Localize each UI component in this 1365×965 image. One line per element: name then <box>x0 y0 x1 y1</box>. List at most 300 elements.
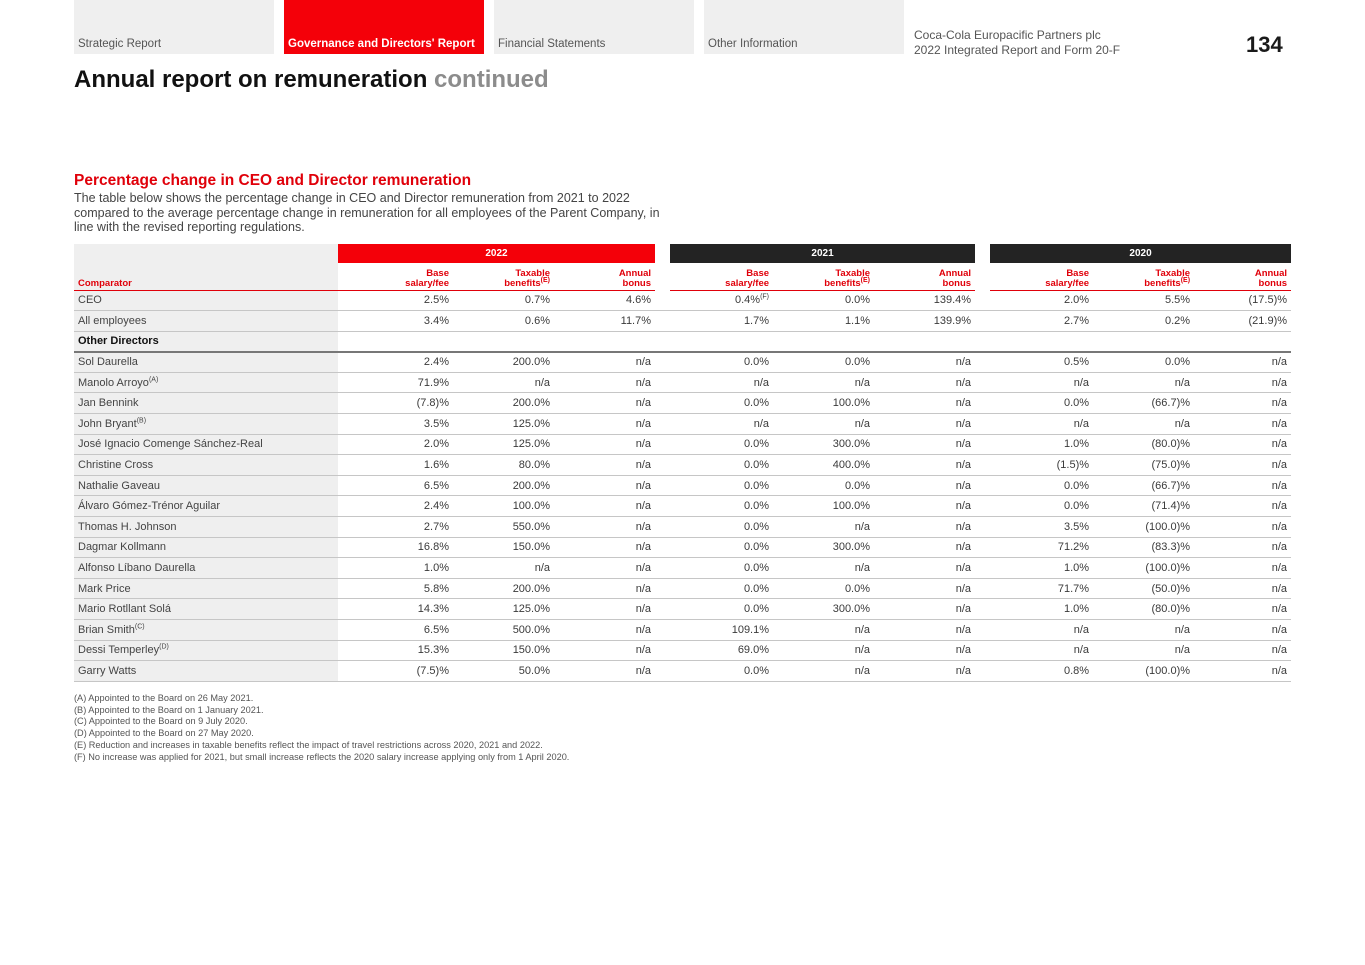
cell-value: 1.6% <box>423 459 449 472</box>
table-cell <box>773 434 874 455</box>
cell-value: 1.0% <box>1063 603 1090 616</box>
tab-other-information[interactable]: Other Information <box>704 0 904 54</box>
table-row <box>74 640 1291 661</box>
table-cell <box>1093 661 1194 682</box>
table-cell <box>1093 599 1194 620</box>
cell-value: n/a <box>635 664 652 677</box>
footnote-ref: (E) <box>540 276 550 284</box>
table-cell <box>338 372 453 393</box>
table-cell <box>773 475 874 496</box>
col-base-salary-header <box>990 263 1093 290</box>
table-cell <box>773 290 874 311</box>
table-cell <box>1093 290 1194 311</box>
comparator-name <box>74 620 338 641</box>
table-cell <box>670 372 773 393</box>
table-cell <box>453 496 554 517</box>
cell-value: 0.0% <box>844 582 871 595</box>
table-cell <box>874 496 975 517</box>
col-label-line: Taxable <box>515 267 550 279</box>
table-cell <box>338 455 453 476</box>
table-cell <box>990 661 1093 682</box>
col-label-line: Taxable <box>835 267 871 279</box>
cell-value: n/a <box>955 644 972 657</box>
cell-value: n/a <box>1271 356 1288 369</box>
cell-value: 300.0% <box>832 438 871 451</box>
cell-value: 3.5% <box>1063 520 1090 533</box>
cell-value: 100.0% <box>512 500 550 513</box>
cell-value: 109.1% <box>731 623 770 636</box>
footnote: (D) Appointed to the Board on 27 May 2020. <box>74 728 254 739</box>
comparator-name <box>74 578 338 599</box>
table-cell <box>453 290 554 311</box>
table-cell <box>1194 496 1291 517</box>
row-label: Thomas H. Johnson <box>78 520 177 533</box>
cell-value: n/a <box>635 459 652 472</box>
table-cell <box>1194 311 1291 332</box>
col-annual-bonus-header <box>1194 263 1291 290</box>
table-cell <box>453 517 554 538</box>
table-cell <box>1194 599 1291 620</box>
row-label: Mark Price <box>78 582 131 595</box>
table-cell <box>874 455 975 476</box>
cell-value: n/a <box>1073 644 1090 657</box>
table-cell <box>1093 620 1194 641</box>
cell-value: n/a <box>955 356 972 369</box>
table-cell <box>554 393 655 414</box>
cell-value: 3.4% <box>423 314 449 327</box>
table-cell <box>874 620 975 641</box>
table-cell <box>554 414 655 435</box>
cell-value: 100.0% <box>832 397 871 410</box>
col-label-line: Annual <box>618 267 652 279</box>
table-cell <box>874 517 975 538</box>
table-cell <box>773 393 874 414</box>
cell-value: 69.0% <box>737 644 770 657</box>
table-cell <box>874 537 975 558</box>
comparator-header: Comparator <box>74 263 338 290</box>
comparator-name <box>74 455 338 476</box>
section-title: Percentage change in CEO and Director remuneration <box>74 172 472 189</box>
cell-value: 500.0% <box>512 623 550 636</box>
table-cell <box>453 661 554 682</box>
table-cell <box>874 393 975 414</box>
cell-value: (80.0)% <box>1151 438 1191 451</box>
cell-value: n/a <box>1271 417 1288 430</box>
table-row <box>74 290 1291 311</box>
cell-value: 1.1% <box>844 314 871 327</box>
cell-value: 1.0% <box>1063 562 1090 575</box>
cell-value: 0.0% <box>743 397 770 410</box>
table-cell <box>338 661 453 682</box>
footnote: (C) Appointed to the Board on 9 July 2020. <box>74 716 248 727</box>
col-label-line: Base <box>746 267 770 279</box>
table-cell <box>990 455 1093 476</box>
cell-value: n/a <box>955 500 972 513</box>
col-label-line: Taxable <box>1155 267 1191 279</box>
table-cell <box>773 537 874 558</box>
col-label-line: bonus <box>942 278 972 289</box>
footnote-ref: (E) <box>860 276 871 284</box>
cell-value: n/a <box>1271 438 1288 451</box>
col-label-line: Annual <box>1254 267 1288 279</box>
table-cell <box>1194 290 1291 311</box>
table-cell <box>1093 434 1194 455</box>
cell-value: 125.0% <box>512 417 550 430</box>
row-label: All employees <box>78 314 147 327</box>
cell-value: 0.0% <box>743 459 770 472</box>
cell-value: 150.0% <box>512 541 550 554</box>
year-2022-header: 2022 <box>338 244 655 263</box>
comparator-name <box>74 290 338 311</box>
table-cell <box>874 661 975 682</box>
table-cell <box>554 372 655 393</box>
table-cell <box>1194 455 1291 476</box>
cell-value: (7.5)% <box>416 664 449 677</box>
cell-value: 1.0% <box>1063 438 1090 451</box>
table-cell <box>773 640 874 661</box>
table-row <box>74 455 1291 476</box>
comparator-name <box>74 414 338 435</box>
col-base-salary-header <box>670 263 773 290</box>
table-cell <box>1093 558 1194 579</box>
col-label-line: Base <box>426 267 449 279</box>
row-label: CEO <box>78 294 102 307</box>
cell-value: 125.0% <box>512 603 550 616</box>
table-row <box>74 352 1291 373</box>
cell-value: n/a <box>635 417 652 430</box>
table-cell <box>453 372 554 393</box>
row-label: Garry Watts <box>78 664 137 677</box>
cell-value: 0.0% <box>1063 479 1090 492</box>
cell-value: n/a <box>1271 562 1288 575</box>
report-name: 2022 Integrated Report and Form 20-F <box>914 43 1121 57</box>
cell-value: 100.0% <box>832 500 871 513</box>
cell-value: n/a <box>635 500 652 513</box>
year-header-row <box>74 244 1291 263</box>
col-label-line: Base <box>1066 267 1090 279</box>
table-cell <box>554 599 655 620</box>
cell-value: n/a <box>955 438 972 451</box>
table-cell <box>453 434 554 455</box>
table-cell <box>773 558 874 579</box>
table-cell <box>554 517 655 538</box>
cell-value: n/a <box>854 562 871 575</box>
col-label-line: benefits <box>1144 278 1181 289</box>
table-cell <box>1093 372 1194 393</box>
cell-value: 200.0% <box>512 397 550 410</box>
comparator-name <box>74 558 338 579</box>
footnote-ref: (B) <box>136 417 147 425</box>
cell-value: n/a <box>635 520 652 533</box>
cell-value: (17.5)% <box>1248 294 1288 307</box>
cell-value: 0.0% <box>844 479 871 492</box>
cell-value: 0.0% <box>743 356 770 369</box>
cell-value: 0.0% <box>844 356 871 369</box>
table-cell <box>1093 414 1194 435</box>
tab-governance-report[interactable]: Governance and Directors' Report <box>284 0 484 54</box>
comparator-name <box>74 311 338 332</box>
table-row <box>74 558 1291 579</box>
col-label-line: salary/fee <box>725 278 770 289</box>
table-cell <box>1194 372 1291 393</box>
table-cell <box>338 290 453 311</box>
row-label: Dagmar Kollmann <box>78 541 167 554</box>
table-cell <box>874 290 975 311</box>
table-cell <box>1093 455 1194 476</box>
table-cell <box>773 517 874 538</box>
cell-value: n/a <box>635 603 652 616</box>
column-header-row <box>74 263 1291 290</box>
cell-value: 0.0% <box>743 500 770 513</box>
company-name: Coca-Cola Europacific Partners plc <box>914 28 1101 42</box>
table-cell <box>453 414 554 435</box>
section-intro: The table below shows the percentage change in CEO and Director remuneration from 2021 to 2022 compared to the average percentage change in remuneration for all employees of the Parent Company, in line with the revised reporting regulations. <box>74 191 660 235</box>
table-cell <box>338 620 453 641</box>
footnote-ref: (A) <box>148 376 159 384</box>
table-cell <box>554 455 655 476</box>
cell-value: n/a <box>1271 664 1288 677</box>
table-row <box>74 620 1291 641</box>
cell-value: n/a <box>854 644 871 657</box>
table-cell <box>990 496 1093 517</box>
col-label-line: bonus <box>1258 278 1288 289</box>
cell-value: n/a <box>955 603 972 616</box>
table-cell <box>453 455 554 476</box>
cell-value: n/a <box>635 623 652 636</box>
table-cell <box>453 475 554 496</box>
table-cell <box>1194 475 1291 496</box>
table-cell <box>453 393 554 414</box>
table-cell <box>670 311 773 332</box>
cell-value: 0.0% <box>1063 500 1090 513</box>
cell-value: n/a <box>854 417 871 430</box>
table-cell <box>338 517 453 538</box>
table-row <box>74 393 1291 414</box>
company-info <box>914 28 1194 58</box>
cell-value: n/a <box>534 376 550 389</box>
cell-value: n/a <box>1174 644 1191 657</box>
cell-value: 200.0% <box>512 356 550 369</box>
cell-value: n/a <box>955 562 972 575</box>
cell-value: n/a <box>955 376 972 389</box>
cell-value: n/a <box>635 376 652 389</box>
col-label-line: Annual <box>938 267 972 279</box>
cell-value: 80.0% <box>518 459 550 472</box>
table-cell <box>874 434 975 455</box>
cell-value: 50.0% <box>518 664 550 677</box>
table-row <box>74 578 1291 599</box>
cell-value: n/a <box>635 644 652 657</box>
page-number: 134 <box>1246 32 1283 57</box>
table-cell <box>773 455 874 476</box>
cell-value: 2.4% <box>423 500 449 513</box>
table-cell <box>874 599 975 620</box>
cell-value: 0.2% <box>1164 314 1191 327</box>
table-cell <box>338 393 453 414</box>
col-annual-bonus-header <box>554 263 655 290</box>
cell-value: n/a <box>1073 376 1090 389</box>
cell-value: 4.6% <box>625 294 652 307</box>
row-label: Brian Smith <box>78 623 135 636</box>
cell-value: 2.4% <box>423 356 449 369</box>
table-cell <box>773 372 874 393</box>
table-cell <box>338 311 453 332</box>
table-row <box>74 496 1291 517</box>
table-cell <box>338 496 453 517</box>
cell-value: n/a <box>1271 479 1288 492</box>
table-cell <box>338 599 453 620</box>
table-cell <box>453 558 554 579</box>
table-cell <box>670 393 773 414</box>
comparator-name <box>74 537 338 558</box>
footnote-ref: (E) <box>1180 276 1191 284</box>
cell-value: n/a <box>635 397 652 410</box>
table-cell <box>338 537 453 558</box>
table-cell <box>670 517 773 538</box>
cell-value: n/a <box>1271 582 1288 595</box>
table-cell <box>670 620 773 641</box>
cell-value: 150.0% <box>512 644 550 657</box>
page-title-main: Annual report on remuneration <box>74 66 428 93</box>
cell-value: 0.0% <box>1063 397 1090 410</box>
cell-value: 139.9% <box>933 314 972 327</box>
cell-value: n/a <box>1271 520 1288 533</box>
cell-value: n/a <box>955 664 972 677</box>
cell-value: 71.9% <box>417 376 449 389</box>
table-cell <box>554 640 655 661</box>
tab-financial-statements[interactable]: Financial Statements <box>494 0 694 54</box>
cell-value: 2.7% <box>423 520 449 533</box>
table-cell <box>1194 537 1291 558</box>
footnote-ref: (F) <box>760 293 770 301</box>
table-cell <box>990 311 1093 332</box>
cell-value: n/a <box>955 459 972 472</box>
table-cell <box>670 475 773 496</box>
row-label: Alfonso Líbano Daurella <box>78 562 196 575</box>
table-cell <box>1194 661 1291 682</box>
table-cell <box>990 414 1093 435</box>
table-cell <box>990 640 1093 661</box>
section-nav <box>74 0 904 54</box>
cell-value: n/a <box>1271 459 1288 472</box>
table-cell <box>554 558 655 579</box>
cell-value: n/a <box>635 582 652 595</box>
comparator-name <box>74 434 338 455</box>
comparator-name <box>74 640 338 661</box>
cell-value: 71.2% <box>1057 541 1090 554</box>
table-cell <box>453 640 554 661</box>
cell-value: 0.0% <box>743 562 770 575</box>
remuneration-table <box>74 244 1291 682</box>
cell-value: 200.0% <box>512 479 550 492</box>
cell-value: (100.0)% <box>1145 520 1191 533</box>
row-label: Mario Rotllant Solá <box>78 603 171 616</box>
table-cell <box>670 434 773 455</box>
col-taxable-benefits-header <box>453 263 554 290</box>
col-taxable-benefits-header <box>1093 263 1194 290</box>
cell-value: (75.0)% <box>1151 459 1191 472</box>
row-label: Nathalie Gaveau <box>78 479 160 492</box>
table-body <box>74 290 1291 681</box>
cell-value: 0.0% <box>743 541 770 554</box>
table-cell <box>554 352 655 373</box>
cell-value: 1.7% <box>743 314 770 327</box>
comparator-name <box>74 352 338 373</box>
table-cell <box>1194 393 1291 414</box>
comparator-name <box>74 372 338 393</box>
cell-value: n/a <box>1174 417 1191 430</box>
cell-value: n/a <box>955 623 972 636</box>
table-cell <box>874 311 975 332</box>
row-label: Christine Cross <box>78 459 154 472</box>
cell-value: 0.0% <box>743 664 770 677</box>
row-label: José Ignacio Comenge Sánchez-Real <box>78 438 263 451</box>
table-cell <box>670 578 773 599</box>
table-cell <box>773 599 874 620</box>
table-cell <box>453 620 554 641</box>
table-cell <box>990 517 1093 538</box>
cell-value: n/a <box>635 562 652 575</box>
cell-value: (50.0)% <box>1151 582 1191 595</box>
cell-value: 400.0% <box>832 459 871 472</box>
table-cell <box>453 352 554 373</box>
table-cell <box>670 352 773 373</box>
cell-value: (66.7)% <box>1151 397 1191 410</box>
tab-strategic-report[interactable]: Strategic Report <box>74 0 274 54</box>
table-cell <box>670 537 773 558</box>
cell-value: n/a <box>854 664 871 677</box>
table-cell <box>338 558 453 579</box>
table-cell <box>990 434 1093 455</box>
footnote-ref: (D) <box>159 643 169 651</box>
table-cell <box>874 475 975 496</box>
row-label: Dessi Temperley <box>78 644 160 657</box>
page-title-suffix: continued <box>434 66 549 93</box>
table-cell <box>1194 558 1291 579</box>
cell-value: n/a <box>854 520 871 533</box>
table-cell <box>453 311 554 332</box>
cell-value: 0.0% <box>743 520 770 533</box>
table-cell <box>554 620 655 641</box>
cell-value: 0.0% <box>743 479 770 492</box>
comparator-name <box>74 496 338 517</box>
cell-value: n/a <box>955 397 972 410</box>
col-label-line: salary/fee <box>405 278 449 289</box>
table-cell <box>990 599 1093 620</box>
table-cell <box>554 434 655 455</box>
table-cell <box>1093 640 1194 661</box>
cell-value: 16.8% <box>417 541 449 554</box>
cell-value: n/a <box>1271 541 1288 554</box>
table-row <box>74 434 1291 455</box>
table-row <box>74 311 1291 332</box>
cell-value: 1.0% <box>423 562 449 575</box>
cell-value: (66.7)% <box>1151 479 1191 492</box>
table-cell <box>773 311 874 332</box>
table-cell <box>1093 578 1194 599</box>
table-cell <box>453 599 554 620</box>
cell-value: 0.0% <box>743 438 770 451</box>
table-cell <box>670 496 773 517</box>
cell-value: 300.0% <box>832 541 871 554</box>
cell-value: 0.5% <box>1063 356 1090 369</box>
cell-value: n/a <box>1073 623 1090 636</box>
table-cell <box>1194 414 1291 435</box>
cell-value: (100.0)% <box>1145 664 1191 677</box>
cell-value: n/a <box>955 582 972 595</box>
table-cell <box>670 640 773 661</box>
cell-value: n/a <box>1271 603 1288 616</box>
